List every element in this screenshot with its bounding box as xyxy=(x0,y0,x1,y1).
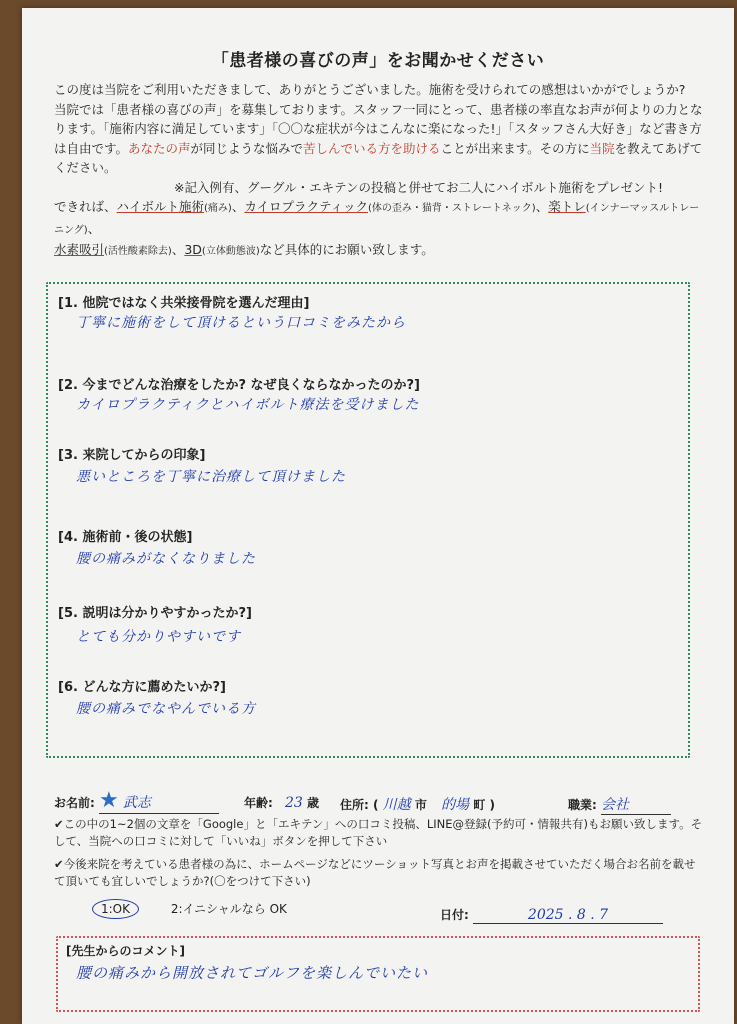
menu-3d: 3D xyxy=(184,242,202,257)
intro-red-1: あなたの声 xyxy=(128,140,191,156)
answer-3[interactable]: 悪いところを丁寧に治療して頂けました xyxy=(76,469,346,485)
age-value[interactable]: 23 xyxy=(285,795,303,811)
intro-red-2: 苦しんでいる方を助ける xyxy=(303,140,441,156)
question-3: [3. 来院してからの印象] xyxy=(58,448,206,463)
intro-text-4a: できれば、 xyxy=(54,199,117,214)
address-label: 住所: xyxy=(340,798,369,812)
menu-3d-note: (立体動態波) xyxy=(201,246,260,257)
age-row xyxy=(244,794,319,811)
survey-sheet xyxy=(22,8,734,1024)
menu-raktore-note: (インナーマッスルトレーニング) xyxy=(54,203,700,236)
star-sticker-icon: ★ xyxy=(99,788,119,813)
intro-text-2b: が同じような悩みで xyxy=(190,140,304,156)
menu-hydrogen-note: (活性酸素除去) xyxy=(104,246,172,257)
name-row xyxy=(54,788,219,814)
menu-chiro: カイロプラクティック xyxy=(244,199,368,214)
intro-text-4c: 、 xyxy=(535,199,549,214)
page-title: 「患者様の喜びの声」をお聞かせください xyxy=(211,51,545,71)
option-ok-circled[interactable]: 1:OK xyxy=(92,899,139,919)
questions-box xyxy=(46,282,690,758)
name-value: 武志 xyxy=(122,795,151,811)
comment-label: [先生からのコメント] xyxy=(66,944,185,958)
town-unit: 町 xyxy=(473,798,486,812)
consent-options xyxy=(92,900,287,917)
town-value[interactable]: 的場 xyxy=(441,797,470,813)
intro-text-2a: 当院では「患者様の喜びの声」を募集しております。スタッフ一同にとって、患者様の率直なお声が何よりの力となります。「施術内容に満足しています」「〇〇な症状が今はこんなに楽になった!」「スタッフさん大好き」など書き方は自由です。 xyxy=(54,101,703,156)
date-label: 日付: xyxy=(440,908,469,922)
menu-highvolt: ハイボルト施術 xyxy=(116,199,205,214)
question-4: [4. 施術前・後の状態] xyxy=(58,530,193,545)
menu-hydrogen: 水素吸引 xyxy=(54,242,105,257)
intro-paragraph-2 xyxy=(54,100,704,178)
city-unit: 市 xyxy=(414,798,427,812)
city-value[interactable]: 川越 xyxy=(382,797,411,813)
job-value[interactable]: 会社 xyxy=(601,794,671,815)
job-row xyxy=(568,794,671,815)
intro-paragraph-4 xyxy=(54,197,704,240)
note-1: ✔この中の1~2個の文章を「Google」と「エキテン」への口コミ投稿、LINE@登録(予約可・情報共有)もお願い致します。そして、当院への口コミに対して「いいね」ボタンを押して下さい xyxy=(54,817,703,848)
intro-text-2c: ことが出来ます。その方に xyxy=(440,140,590,156)
intro-paragraph-5 xyxy=(54,240,704,262)
intro-text-5a: 、 xyxy=(171,242,185,257)
intro-paragraph-3: ※記入例有、グーグル・エキテンの投稿と併せてお二人にハイボルト施術をプレゼント! xyxy=(174,179,663,195)
job-label: 職業: xyxy=(568,798,597,812)
age-label: 年齢: xyxy=(244,796,273,810)
date-row xyxy=(440,906,663,924)
question-5: [5. 説明は分かりやすかったか?] xyxy=(58,606,252,621)
intro-text-5b: など具体的にお願い致します。 xyxy=(259,242,434,257)
name-label: お名前: xyxy=(54,796,95,810)
intro-text-4b: 、 xyxy=(231,199,245,214)
answer-4[interactable]: 腰の痛みがなくなりました xyxy=(76,551,256,567)
intro-paragraph-1: この度は当院をご利用いただきまして、ありがとうございました。施術を受けられての感想はいかがでしょうか? xyxy=(54,82,686,97)
address-row: 住所: ( 川越 市 的場 町 ) xyxy=(340,797,495,813)
date-value[interactable]: 2025 . 8 . 7 xyxy=(473,907,663,924)
question-2: [2. 今までどんな治療をしたか? なぜ良くならなかったのか?] xyxy=(58,378,421,393)
age-unit: 歳 xyxy=(307,796,320,810)
intro-red-3: 当院 xyxy=(589,140,615,156)
comment-value[interactable]: 腰の痛みから開放されてゴルフを楽しんでいたい xyxy=(76,964,429,982)
menu-raktore: 楽トレ xyxy=(548,199,586,214)
notes-block xyxy=(54,816,704,890)
answer-1[interactable]: 丁寧に施術をして頂けるという口コミをみたから xyxy=(76,315,406,331)
question-6: [6. どんな方に薦めたいか?] xyxy=(58,680,226,695)
intro-text-2d: を教えてあげてください。 xyxy=(54,140,703,175)
name-field[interactable] xyxy=(99,788,219,814)
answer-2[interactable]: カイロプラクティクとハイボルト療法を受けました xyxy=(76,397,420,413)
note-2: ✔今後来院を考えている患者様の為に、ホームページなどにツーショット写真とお声を掲載させていただく場合お名前を載せて頂いても宜しいでしょうか?(〇をつけて下さい) xyxy=(54,857,696,888)
comment-box xyxy=(56,936,700,1012)
intro-text-4d: 、 xyxy=(87,220,101,236)
intro-text xyxy=(54,80,704,262)
question-1: [1. 他院ではなく共栄接骨院を選んだ理由] xyxy=(58,296,310,311)
menu-chiro-note: (体の歪み・猫背・ストレートネック) xyxy=(368,203,536,214)
answer-6[interactable]: 腰の痛みでなやんでいる方 xyxy=(76,701,256,717)
answer-5[interactable]: とても分かりやすいです xyxy=(76,629,241,645)
option-initials[interactable]: 2:イニシャルなら OK xyxy=(170,902,287,916)
menu-highvolt-note: (痛み) xyxy=(204,203,232,214)
